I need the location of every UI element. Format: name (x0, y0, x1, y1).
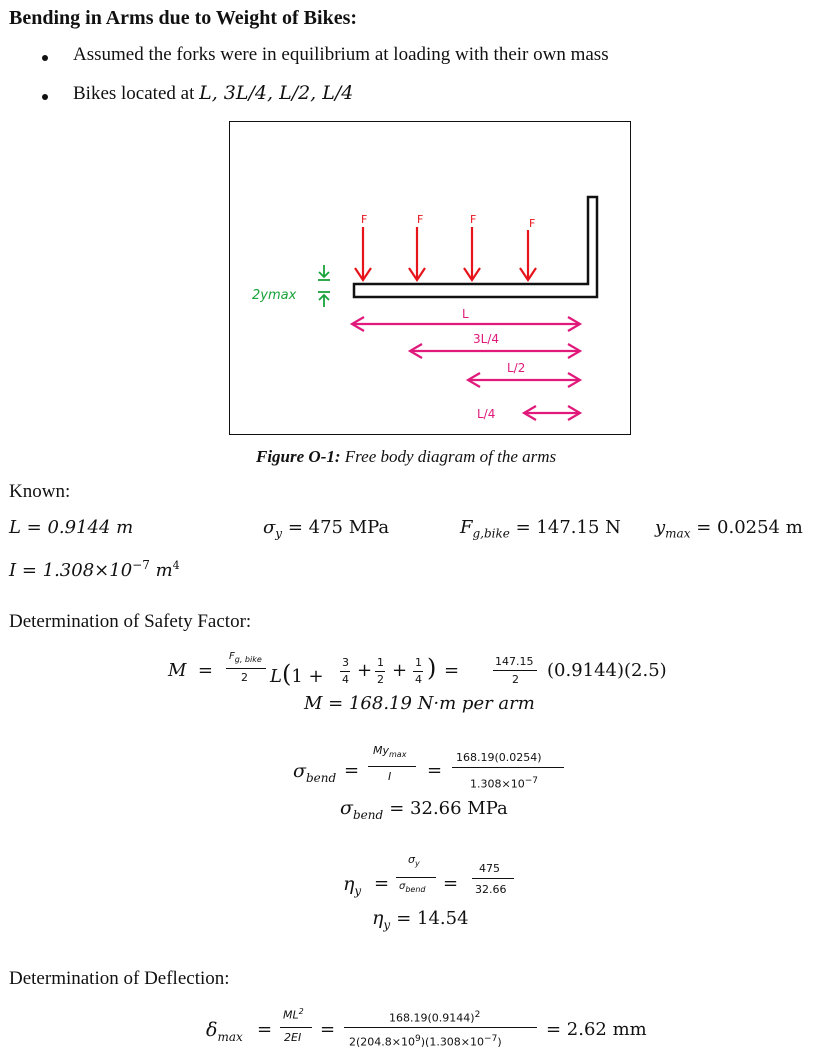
M-frac-bar (226, 668, 266, 669)
plus-1: + (357, 660, 373, 681)
force-labels (361, 213, 535, 230)
figure-caption (256, 447, 556, 467)
delta-frac-bar-2 (344, 1027, 537, 1028)
dim-label-L: L (462, 307, 469, 321)
delta-den (349, 1034, 502, 1049)
M-value-bar (493, 670, 537, 671)
M-close-paren: ) (427, 654, 437, 682)
sigma-frac-bar-1 (368, 766, 416, 767)
M-result: M = 168.19 N·m per arm (304, 693, 535, 714)
force-arrows (355, 227, 536, 280)
bullet-text-1: Assumed the forks were in equilibrium at loading with their own mass (73, 44, 609, 65)
M-L-paren: L(1 + (270, 660, 324, 688)
sigma-den-base: 1.308×10 (470, 777, 525, 791)
bullet-text-2 (73, 82, 353, 105)
M-frac-num: $F_{g, bike}$ (229, 651, 262, 664)
known-heading: Known: (9, 481, 71, 502)
delta-den-b: )(1.308×10 (420, 1035, 485, 1049)
delta-equals-1: = (257, 1019, 273, 1040)
known-F-bike: $F_{g,bike} = 147.15$ N (460, 517, 621, 541)
ymax-marker (318, 265, 330, 307)
arm-shape (354, 197, 597, 297)
delta-result: = 2.62 mm (546, 1019, 647, 1040)
sigma-den (470, 776, 538, 791)
M-equals-2: = (444, 660, 460, 681)
frac-3-4-den: 4 (342, 673, 349, 686)
bullet-2-prefix: Bikes located at (73, 83, 200, 104)
dim-label-3L4: 3L/4 (473, 332, 499, 346)
delta-max-symbol: $\delta_{max}$ (206, 1019, 243, 1044)
force-label-2: F (417, 213, 424, 226)
delta-num (389, 1010, 480, 1025)
I-exp: −7 (132, 558, 150, 572)
eta-frac-sigma-bend: $\sigma_{bend}$ (399, 881, 426, 894)
frac-3-4-num: 3 (342, 656, 349, 669)
M-value-den: 2 (512, 673, 519, 686)
frac-1-4-bar (413, 671, 423, 672)
eta-den: 32.66 (475, 883, 507, 896)
eta-result: = 14.54 (396, 908, 469, 929)
caption-label: Figure O-1: (256, 447, 341, 466)
dimension-arrows (352, 317, 580, 420)
delta-equals-2: = (320, 1019, 336, 1040)
dim-label-L2: L/2 (507, 361, 526, 375)
delta-den-exp2: −7 (484, 1034, 498, 1044)
known-y-max: $y_{max} = 0.0254$ m (655, 517, 803, 541)
known-L: L = 0.9144 m (9, 517, 134, 538)
eta-equals-1: = (374, 873, 390, 894)
eta-frac-bar-1 (396, 877, 436, 878)
delta-frac-ML2: $ML^2$ (283, 1007, 304, 1022)
known-sigma-y: $\sigma_y = 475$ MPa (263, 517, 390, 541)
plus-2: + (392, 660, 408, 681)
sigma-num: 168.19(0.0254) (456, 751, 542, 764)
delta-frac-2EI: 2EI (284, 1031, 302, 1044)
ymax-label: 2ymax (252, 288, 297, 303)
delta-num-base: 168.19(0.9144) (389, 1011, 475, 1025)
M-eq-tail: (0.9144)(2.5) (547, 660, 667, 681)
bullet-2-math: L, 3L/4, L/2, L/4 (199, 82, 354, 104)
sigma-bend-symbol: $\sigma_{bend}$ (293, 760, 337, 785)
sigma-bend-symbol-2: $\sigma_{bend} = 32.66$ MPa (340, 797, 508, 822)
eta-num: 475 (479, 862, 500, 875)
force-label-4: F (529, 217, 536, 230)
sigma-frac-I: I (388, 770, 392, 783)
delta-num-exp: 2 (474, 1010, 481, 1020)
sigma-den-exp: −7 (524, 776, 538, 786)
eta-symbol-2: $\eta_y = 14.54$ (372, 907, 469, 932)
frac-1-2-den: 2 (377, 673, 384, 686)
force-label-1: F (361, 213, 368, 226)
bullet-dot (42, 94, 48, 100)
delta-den-a: 2(204.8×10 (349, 1035, 415, 1049)
I-value: I = 1.308×10 (9, 560, 133, 581)
sigma-result: = 32.66 MPa (389, 798, 508, 819)
M-symbol: M = (168, 660, 213, 681)
force-label-3: F (470, 213, 477, 226)
delta-frac-bar-1 (280, 1027, 312, 1028)
eta-symbol: $\eta_y$ (343, 873, 362, 898)
sigma-frac-My: $My_{max}$ (373, 744, 407, 760)
frac-1-2-bar (375, 671, 385, 672)
F-bike-value: = 147.15 N (515, 517, 621, 538)
safety-heading: Determination of Safety Factor: (9, 611, 252, 632)
bullet-dot (42, 55, 48, 61)
deflection-heading: Determination of Deflection: (9, 968, 230, 989)
dim-label-L4: L/4 (477, 407, 496, 421)
frac-1-2-num: 1 (377, 656, 384, 669)
sigma-frac-bar-2 (452, 767, 564, 768)
sigma-equals-2: = (427, 760, 443, 781)
I-unit-exp: 4 (172, 559, 180, 572)
eta-frac-sigma-y: $\sigma_y$ (408, 853, 420, 869)
diagram-svg (230, 122, 630, 434)
section-title: Bending in Arms due to Weight of Bikes: (9, 7, 358, 29)
frac-1-4-den: 4 (415, 673, 422, 686)
I-unit: m (155, 560, 173, 581)
known-I (9, 558, 180, 581)
sigma-equals-1: = (344, 760, 360, 781)
caption-text: Free body diagram of the arms (340, 447, 557, 466)
eta-equals-2: = (443, 873, 459, 894)
delta-den-c: ) (497, 1035, 502, 1049)
M-value-num: 147.15 (495, 655, 534, 668)
eta-frac-bar-2 (472, 878, 514, 879)
delta-den-exp1: 9 (415, 1034, 421, 1044)
sigma-y-value: = 475 MPa (287, 517, 390, 538)
frac-3-4-bar (340, 671, 350, 672)
M-frac-den: 2 (241, 671, 248, 684)
y-max-value: = 0.0254 m (696, 517, 803, 538)
frac-1-4-num: 1 (415, 656, 422, 669)
free-body-diagram (229, 121, 631, 435)
